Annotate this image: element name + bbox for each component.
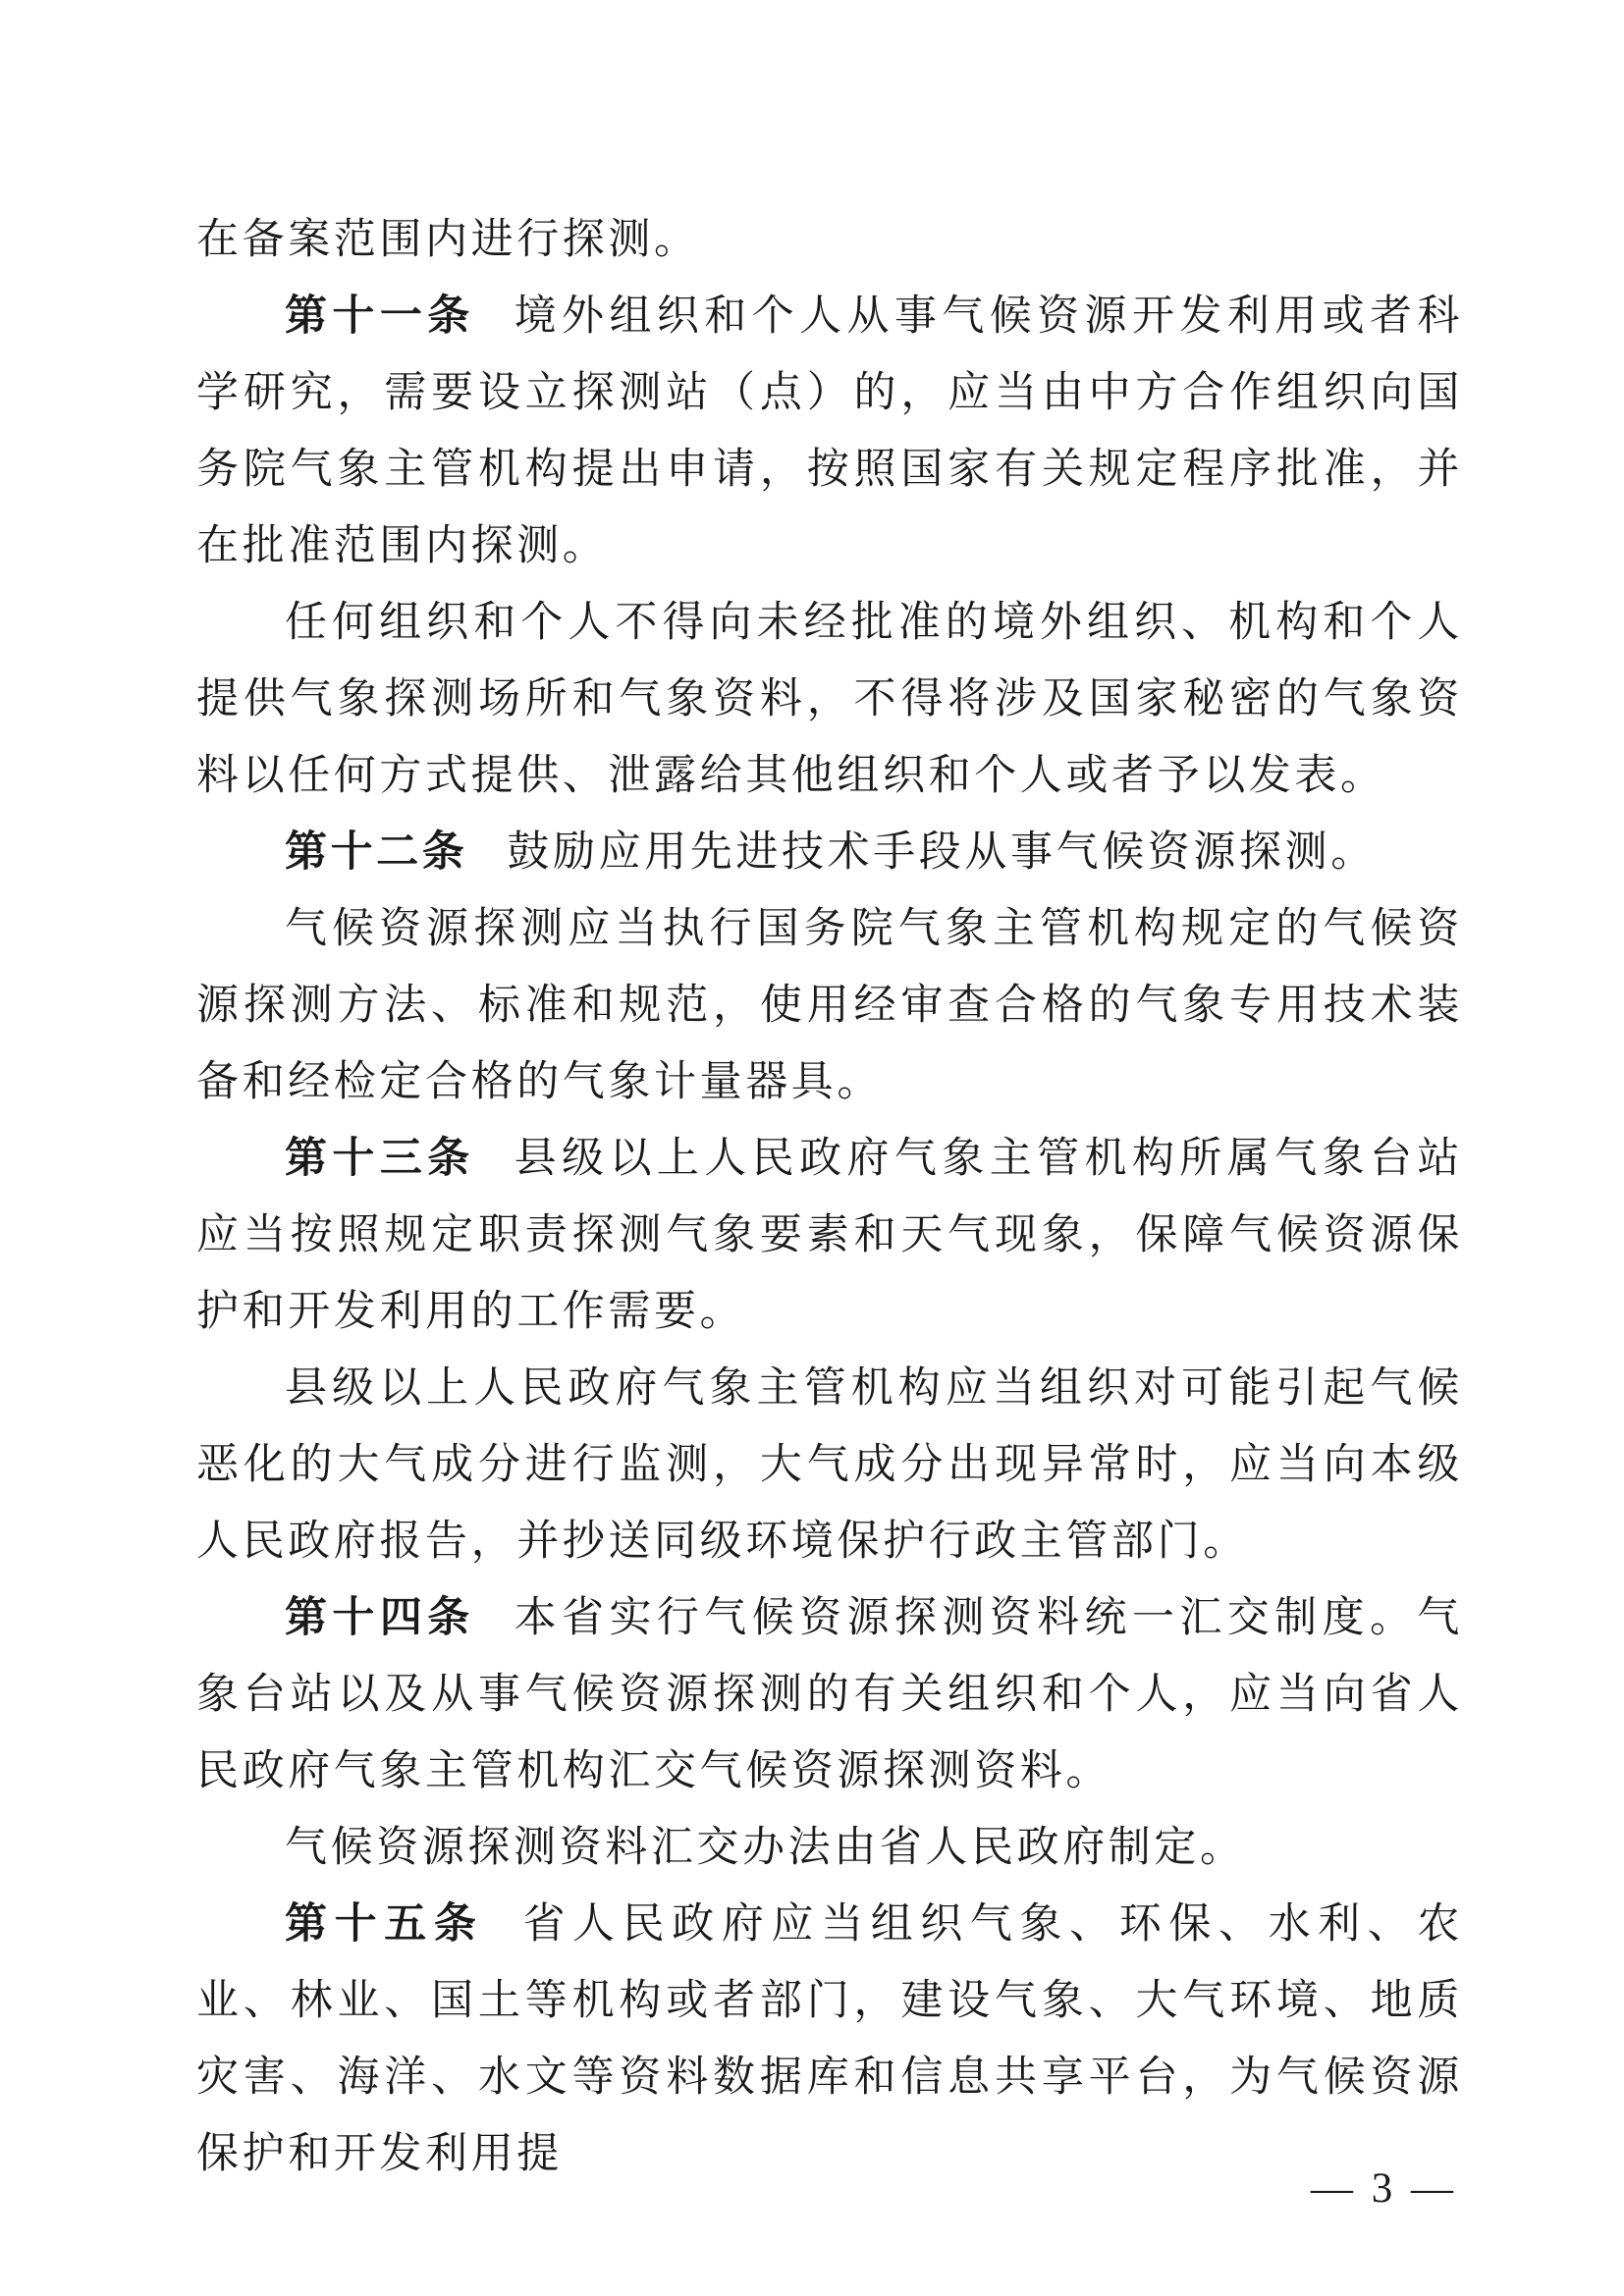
paragraph-text: 任何组织和个人不得向未经批准的境外组织、机构和个人提供气象探测场所和气象资料，不得将涉及国家秘密的气象资料以任何方式提供、泄露给其他组织和个人或者予以发表。 xyxy=(196,598,1463,800)
paragraph-text: 鼓励应用先进技术手段从事气候资源探测。 xyxy=(507,828,1377,877)
paragraph xyxy=(196,890,1463,1120)
paragraph xyxy=(196,584,1463,814)
paragraph-article-13 xyxy=(196,1120,1463,1350)
paragraph-text: 本省实行气候资源探测资料统一汇交制度。气象台站以及从事气候资源探测的有关组织和个人，应当向省人民政府气象主管机构汇交气候资源探测资料。 xyxy=(196,1593,1464,1795)
paragraph-text: 在备案范围内进行探测。 xyxy=(196,215,700,264)
paragraph-article-15 xyxy=(196,1886,1463,2192)
paragraph-text: 气候资源探测资料汇交办法由省人民政府制定。 xyxy=(285,1823,1246,1872)
paragraph-text: 省人民政府应当组织气象、环保、水利、农业、林业、国土等机构或者部门，建设气象、大气环境、地质灾害、海洋、水文等资料数据库和信息共享平台，为气候资源保护和开发利用提 xyxy=(196,1899,1463,2178)
paragraph-text: 县级以上人民政府气象主管机构应当组织对可能引起气候恶化的大气成分进行监测，大气成分出现异常时，应当向本级人民政府报告，并抄送同级环境保护行政主管部门。 xyxy=(196,1363,1463,1566)
document-body xyxy=(196,201,1463,2192)
paragraph-article-12 xyxy=(196,814,1463,890)
paragraph-text: 县级以上人民政府气象主管机构所属气象台站应当按照规定职责探测气象要素和天气现象，保障气候资源保护和开发利用的工作需要。 xyxy=(196,1134,1464,1336)
paragraph xyxy=(196,201,1463,278)
paragraph-text: 境外组织和个人从事气候资源开发利用或者科学研究，需要设立探测站（点）的，应当由中方合作组织向国务院气象主管机构提出申请，按照国家有关规定程序批准，并在批准范围内探测。 xyxy=(196,292,1464,570)
paragraph-article-11 xyxy=(196,278,1463,584)
page-number: — 3 — xyxy=(1311,2165,1457,2212)
paragraph xyxy=(196,1809,1463,1886)
paragraph xyxy=(196,1350,1463,1579)
paragraph-text: 气候资源探测应当执行国务院气象主管机构规定的气候资源探测方法、标准和规范，使用经审查合格的气象专用技术装备和经检定合格的气象计量器具。 xyxy=(196,904,1463,1106)
article-title: 第十四条 xyxy=(285,1593,475,1642)
article-title: 第十五条 xyxy=(285,1899,484,1949)
article-title: 第十三条 xyxy=(285,1134,475,1183)
article-title: 第十二条 xyxy=(285,828,468,877)
article-title: 第十一条 xyxy=(285,292,475,341)
paragraph-article-14 xyxy=(196,1579,1463,1809)
